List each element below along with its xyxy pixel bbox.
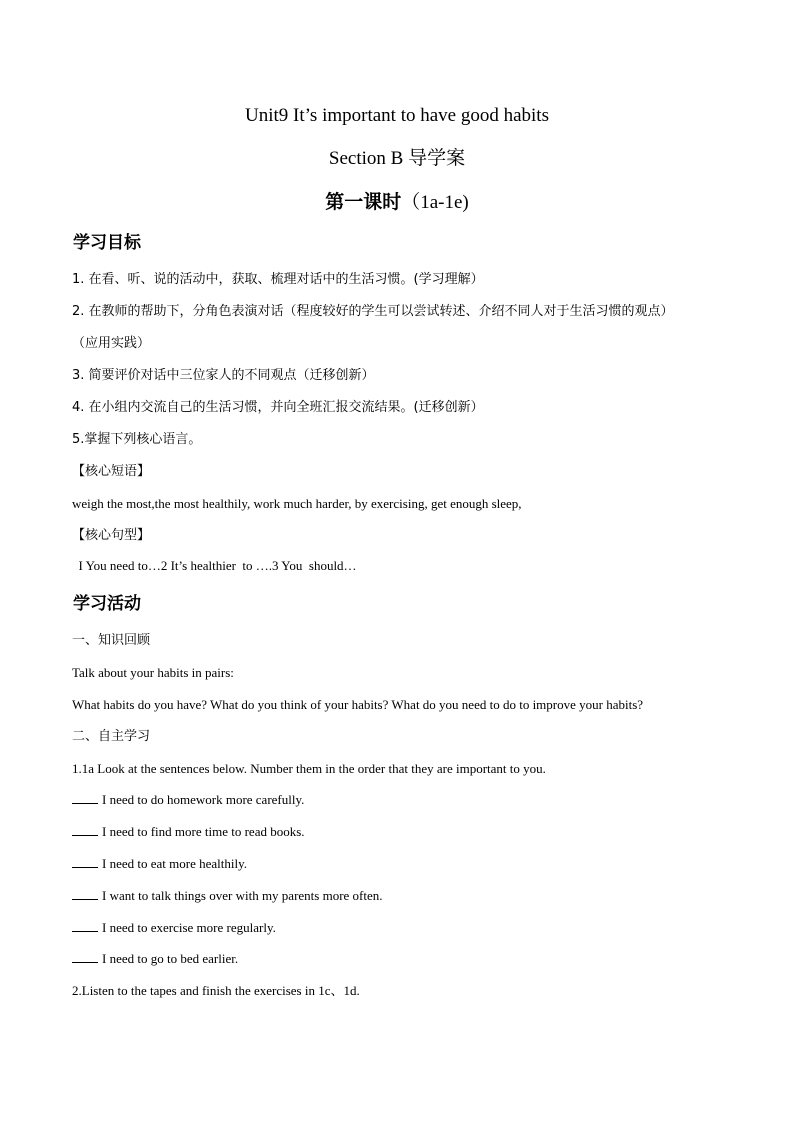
answer-blank[interactable]: [72, 791, 98, 804]
list-item: [72, 823, 305, 841]
answer-blank[interactable]: [72, 950, 98, 963]
self-study-label: 二、自主学习: [72, 729, 151, 744]
lesson-range: （1a-1e): [401, 192, 469, 213]
objective-item-5: 5.掌握下列核心语言。: [72, 432, 202, 447]
core-phrases: weigh the most,the most healthily, work much harder, by exercising, get enough sleep,: [72, 496, 522, 511]
lesson-title: [0, 190, 794, 215]
unit-title: Unit9 It’s important to have good habits: [245, 105, 549, 126]
objective-item-1: 1. 在看、听、说的活动中，获取、梳理对话中的生活习惯。(学习理解）: [72, 272, 484, 287]
list-item-text: I need to exercise more regularly.: [102, 920, 276, 935]
objective-item-3: 3. 简要评价对话中三位家人的不同观点（迁移创新）: [72, 368, 375, 383]
list-item-text: I need to do homework more carefully.: [102, 792, 305, 807]
core-sentences: I You need to…2 It’s healthier to ….3 You should…: [72, 558, 357, 573]
list-item: [72, 855, 247, 873]
answer-blank[interactable]: [72, 855, 98, 868]
section-title: [0, 147, 794, 171]
review-line-2: What habits do you have? What do you think of your habits? What do you need to do to improve your habits?: [72, 697, 644, 712]
lesson-number: 第一课时: [325, 191, 402, 213]
objective-item-2-continued: （应用实践）: [72, 336, 151, 351]
task-1a: 1.1a Look at the sentences below. Number them in the order that they are important to you.: [72, 761, 546, 776]
review-label: 一、知识回顾: [72, 633, 151, 648]
objectives-heading: 学习目标: [73, 233, 141, 253]
answer-blank[interactable]: [72, 919, 98, 932]
section-title-text: Section B 导学案: [328, 148, 466, 169]
objective-item-2: 2. 在教师的帮助下，分角色表演对话（程度较好的学生可以尝试转述、介绍不同人对于生活习惯的观点）: [72, 304, 674, 319]
list-item-text: I want to talk things over with my parents more often.: [102, 888, 383, 903]
core-sentences-label: 【核心句型】: [72, 528, 151, 543]
list-item-text: I need to find more time to read books.: [102, 824, 305, 839]
list-item: [72, 887, 383, 905]
list-item-text: I need to go to bed earlier.: [102, 951, 239, 966]
list-item-text: I need to eat more healthily.: [102, 856, 247, 871]
core-phrases-label: 【核心短语】: [72, 464, 151, 479]
review-line-1: Talk about your habits in pairs:: [72, 665, 234, 680]
list-item: [72, 950, 238, 968]
list-item: [72, 919, 276, 937]
activities-heading: 学习活动: [73, 594, 141, 614]
list-item: [72, 791, 304, 809]
answer-blank[interactable]: [72, 823, 98, 836]
answer-blank[interactable]: [72, 887, 98, 900]
objective-item-4: 4. 在小组内交流自己的生活习惯，并向全班汇报交流结果。(迁移创新）: [72, 400, 484, 415]
task-2: 2.Listen to the tapes and finish the exercises in 1c、1d.: [72, 983, 360, 998]
